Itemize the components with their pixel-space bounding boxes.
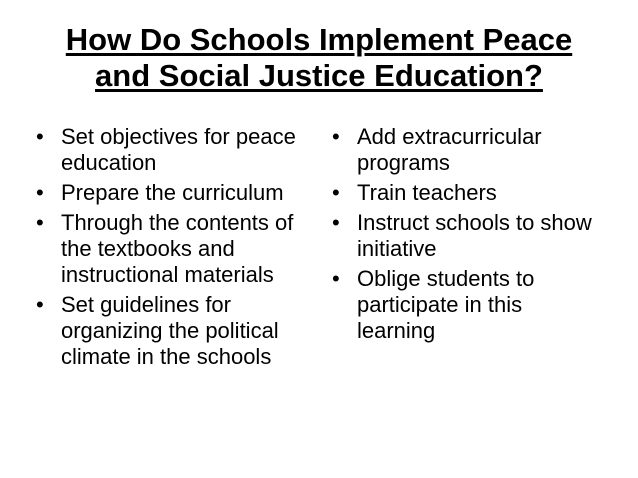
right-bullet-list [332, 124, 602, 348]
bullet-item [36, 292, 311, 370]
bullet-icon: • [36, 180, 44, 205]
bullet-text: Train teachers [357, 180, 497, 205]
bullet-icon: • [36, 292, 44, 317]
bullet-icon: • [332, 210, 340, 235]
bullet-item [332, 124, 602, 176]
bullet-item [36, 124, 311, 176]
bullet-item [36, 210, 311, 288]
bullet-text: Instruct schools to show initiative [357, 210, 592, 261]
bullet-text: Oblige students to participate in this learning [357, 266, 535, 343]
bullet-icon: • [36, 210, 44, 235]
bullet-icon: • [332, 266, 340, 291]
title-line-2: and Social Justice Education? [95, 58, 543, 93]
bullet-icon: • [332, 180, 340, 205]
bullet-icon: • [36, 124, 44, 149]
bullet-text: Add extracurricular programs [357, 124, 542, 175]
bullet-item [332, 180, 602, 206]
bullet-text: Set objectives for peace education [61, 124, 296, 175]
bullet-item [332, 266, 602, 344]
bullet-text: Through the contents of the textbooks and instructional materials [61, 210, 294, 287]
bullet-item [36, 180, 311, 206]
bullet-text: Set guidelines for organizing the political climate in the schools [61, 292, 279, 369]
slide-title [0, 22, 638, 94]
bullet-icon: • [332, 124, 340, 149]
title-line-1: How Do Schools Implement Peace [65, 22, 573, 57]
bullet-item [332, 210, 602, 262]
bullet-text: Prepare the curriculum [61, 180, 284, 205]
left-bullet-list [36, 124, 311, 374]
